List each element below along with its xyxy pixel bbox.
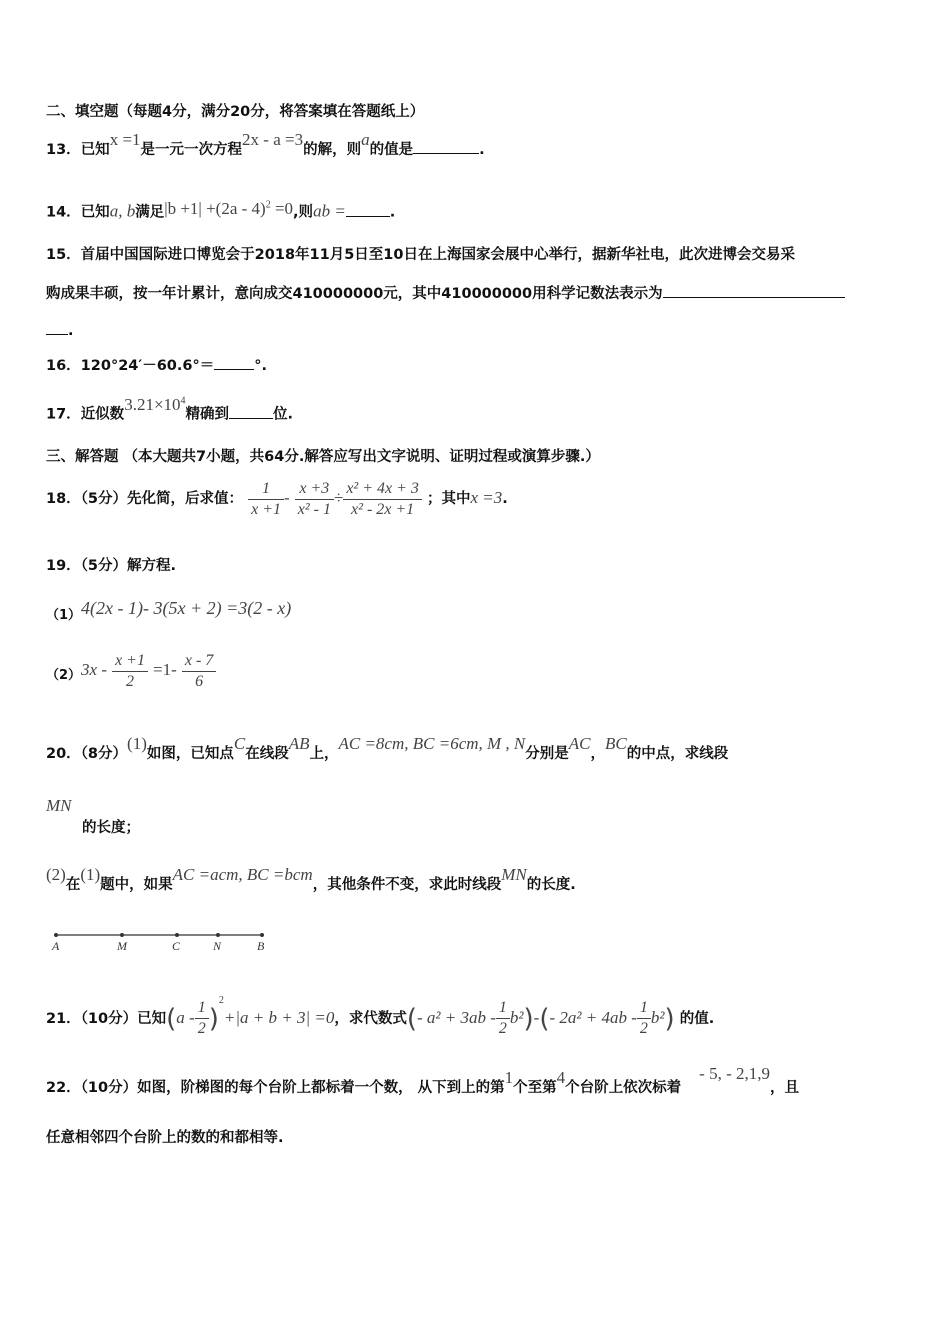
- question-19: [46, 556, 176, 576]
- q14-ab: ab =: [313, 201, 346, 221]
- q13-var: a: [361, 130, 370, 149]
- q14-text-a: 已知: [80, 204, 110, 221]
- q21-half-2: $\frac{1}{2}$: [496, 998, 510, 1039]
- q21-number: 21．: [46, 1010, 81, 1027]
- q22-number: 22．: [46, 1080, 81, 1096]
- question-20-line-2-text: 的长度；: [82, 820, 140, 836]
- q13-eq1: x =1: [109, 130, 141, 149]
- question-20-line-1: [46, 734, 729, 764]
- q21-paren-open-3: (: [539, 1003, 550, 1034]
- q20-bc: BC: [605, 734, 627, 753]
- q18-points: （5分）: [80, 491, 128, 507]
- q20-ac: AC: [568, 734, 591, 753]
- q20-points: （8分）: [80, 746, 128, 762]
- q16-answer-blank[interactable]: [214, 355, 254, 370]
- q14-text-b: 满足: [135, 204, 165, 221]
- q15-text: 购成果丰硕，按一年计累计，意向成交410000000元，其中410000000用科学记数法表示为: [46, 286, 663, 302]
- question-15-line-3: [46, 320, 74, 341]
- q19-text-a: 解方程.: [127, 558, 177, 574]
- q20-part-2-label: (2): [46, 865, 66, 884]
- q21-paren-close-2: ): [523, 1003, 534, 1034]
- q13-end: .: [479, 142, 485, 158]
- q18-fraction-1: $\frac{1}{x +1}$: [248, 479, 284, 520]
- q20-text-b: 在线段: [245, 746, 289, 762]
- q16-end: °.: [254, 358, 267, 374]
- q18-end: .: [502, 491, 508, 507]
- q17-answer-blank[interactable]: [229, 404, 273, 419]
- q19-eq2-a: 3x -: [81, 660, 108, 679]
- q19-part-2: [46, 648, 216, 694]
- q14-number: 14．: [46, 204, 81, 221]
- question-15-line-2: [46, 283, 845, 304]
- q19-number: 19．: [46, 558, 81, 574]
- q15-answer-blank[interactable]: [663, 283, 845, 298]
- q16-text: 16．120°24′－60.6°＝: [46, 358, 215, 374]
- question-17: [46, 394, 294, 425]
- q14-vars: a, b: [109, 201, 136, 221]
- section-3-title: 三、解答题 （本大题共7小题，共64分.解答应写出文字说明、证明过程或演算步骤.）: [46, 449, 600, 465]
- q22-text-c: 个台阶上依次标着: [565, 1080, 682, 1096]
- q13-text-a: 已知: [80, 142, 110, 158]
- q18-text-b: ；其中: [426, 491, 471, 507]
- q14-end: .: [389, 204, 396, 221]
- q20-mn: MN: [46, 796, 72, 815]
- q22-text-a: 如图，阶梯图的每个台阶上都标着一个数， 从下到上的第: [137, 1080, 505, 1096]
- q21-paren-open-2: (: [406, 1003, 417, 1034]
- label-m: M: [117, 939, 127, 953]
- segment-diagram: [50, 928, 270, 958]
- q18-fraction-2: $\frac{x +3}{\text{x² - 1}}$: [295, 479, 334, 520]
- question-20-line-2: [46, 796, 72, 829]
- question-21: [46, 990, 714, 1044]
- q13-number: 13．: [46, 142, 81, 158]
- point-b-dot: [260, 933, 264, 937]
- q21-square: 2: [218, 995, 224, 1006]
- q21-text-c: 的值.: [679, 1010, 715, 1027]
- q14-expr: |b +1| +(2a - 4)$^2$ =0: [164, 198, 294, 218]
- q17-value: $3.21\times 10^4$: [124, 394, 186, 414]
- q22-four: 4: [556, 1068, 566, 1087]
- q21-expr1-b: +|a + b + 3| =0: [223, 1007, 335, 1027]
- q22-sequence: - 5, - 2,1,9: [699, 1064, 770, 1083]
- q19-part-1-label: （1）: [46, 608, 82, 623]
- question-16: [46, 355, 267, 376]
- q20-text-d: 分别是: [525, 746, 569, 762]
- label-c: C: [172, 939, 181, 953]
- q21-points: （10分）: [80, 1010, 138, 1027]
- q19-fraction-2: $\frac{x - 7}{6}$: [182, 651, 216, 692]
- q21-minus: -: [533, 1007, 540, 1027]
- q13-text-d: 的值是: [369, 142, 414, 158]
- section-2-title: 二、填空题（每题4分，满分20分，将答案填在答题纸上）: [46, 104, 425, 120]
- q20-point-c: C: [233, 734, 246, 753]
- q18-text-a: 先化简，后求值：: [127, 491, 244, 507]
- q20-number: 20．: [46, 746, 81, 762]
- q21-paren-close-1: ): [208, 1003, 219, 1034]
- q21-b2-2: b²: [650, 1007, 665, 1027]
- q18-condition: x =3: [470, 488, 503, 507]
- q20-text-e: ，: [590, 746, 606, 762]
- q22-text-b: 个至第: [513, 1080, 557, 1096]
- q13-text-c: 的解，则: [303, 142, 362, 158]
- q13-answer-blank[interactable]: [413, 139, 479, 154]
- q19-fraction-1: $\frac{x +1}{2}$: [112, 651, 148, 692]
- question-22-line-1: [46, 1064, 799, 1098]
- q17-text-c: 位.: [273, 406, 294, 423]
- q19-equation-1: 4(2x - 1)- 3(5x + 2) =3(2 - x): [81, 598, 292, 618]
- q19-part-1: [46, 598, 291, 621]
- q21-expr2-b: - 2a² + 4ab -: [549, 1007, 637, 1027]
- question-22-line-2: 任意相邻四个台阶上的数的和都相等.: [46, 1130, 284, 1146]
- q19-points: （5分）: [80, 558, 128, 574]
- q13-eq2: 2x - a =3: [242, 130, 304, 149]
- point-c-dot: [175, 933, 179, 937]
- q17-text-a: 近似数: [80, 406, 125, 423]
- q21-half-3: $\frac{1}{2}$: [637, 998, 651, 1039]
- q17-number: 17．: [46, 406, 81, 423]
- q18-number: 18．: [46, 491, 81, 507]
- q20-text-c: 上，: [309, 746, 339, 762]
- q20-text-i: 题中，如果: [100, 877, 173, 893]
- q22-one: 1: [504, 1068, 514, 1087]
- question-15-line-1: 15．首届中国国际进口博览会于2018年11月5日至10日在上海国家会展中心举行，据新华社电，此次进博会交易采: [46, 247, 795, 263]
- q18-minus: -: [284, 488, 290, 507]
- q17-text-b: 精确到: [185, 406, 230, 423]
- q14-answer-blank[interactable]: [346, 202, 390, 217]
- q20-part-1-label: (1): [127, 734, 147, 753]
- q20-given-2: AC =acm, BC =bcm: [172, 865, 313, 884]
- q22-text-d: ，且: [770, 1080, 799, 1096]
- q20-line-segment-figure: [50, 928, 270, 958]
- question-20-line-3: [46, 865, 576, 895]
- question-14: [46, 198, 395, 223]
- question-13: [46, 130, 485, 160]
- q20-text-a: 如图，已知点: [146, 746, 234, 762]
- q21-paren-open-1: (: [166, 1003, 177, 1034]
- q18-fraction-3: $\frac{\text{x² + 4x + 3}}{\text{x² - 2x +1}}$: [343, 479, 422, 520]
- point-n-dot: [216, 933, 220, 937]
- q19-eq2-b: =1-: [153, 660, 177, 679]
- q19-part-2-label: （2）: [46, 668, 82, 683]
- q21-paren-close-3: ): [664, 1003, 675, 1034]
- q14-text-c: ,则: [293, 204, 314, 221]
- q20-text-k: 的长度.: [526, 877, 576, 893]
- label-b: B: [257, 939, 265, 953]
- q15-answer-blank-cont[interactable]: [46, 320, 68, 335]
- q20-text-f: 的中点，求线段: [626, 746, 729, 762]
- q21-expr2-a: - a² + 3ab -: [417, 1007, 496, 1027]
- label-n: N: [213, 939, 222, 953]
- q20-text-j: ，其他条件不变，求此时线段: [312, 877, 502, 893]
- point-m-dot: [120, 933, 124, 937]
- question-18: [46, 476, 508, 521]
- point-a-dot: [54, 933, 58, 937]
- q22-points: （10分）: [80, 1080, 138, 1096]
- q20-given: AC =8cm, BC =6cm, M , N: [338, 734, 526, 753]
- q21-text-b: ，求代数式: [334, 1010, 407, 1027]
- q20-text-h: 在: [65, 877, 81, 893]
- q15-end: .: [68, 323, 74, 339]
- label-a: A: [52, 939, 60, 953]
- q20-mn-2: MN: [501, 865, 527, 884]
- q21-expr1-a: a -: [176, 1007, 195, 1027]
- q21-b2-1: b²: [509, 1007, 524, 1027]
- q21-half-1: $\frac{1}{2}$: [195, 998, 209, 1039]
- q18-divide: ÷: [333, 488, 344, 507]
- q20-segment-ab: AB: [288, 734, 310, 753]
- q20-ref-part-1: (1): [80, 865, 101, 884]
- q21-text-a: 已知: [137, 1010, 167, 1027]
- q13-text-b: 是一元一次方程: [140, 142, 243, 158]
